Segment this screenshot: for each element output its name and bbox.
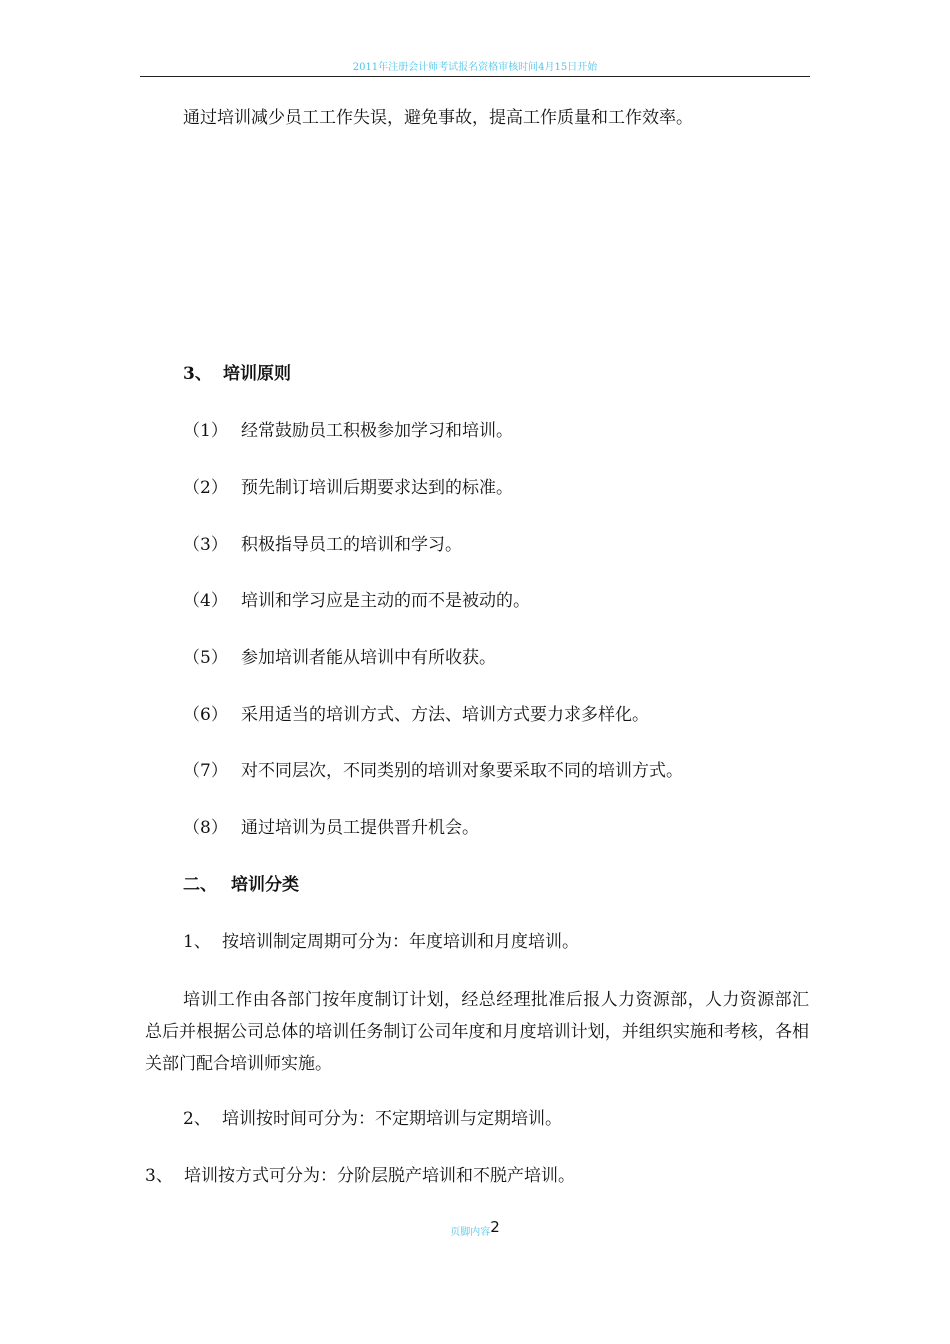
list-item-text: 参加培训者能从培训中有所收获。 [241,648,496,668]
list-item-text: 预先制订培训后期要求达到的标准。 [241,478,513,498]
page-footer [0,1218,950,1238]
item-number: 1、 [183,932,211,952]
section-title: 培训分类 [231,875,299,895]
list-item-text: 积极指导员工的培训和学习。 [241,535,462,555]
page-header-text: 2011年注册会计师考试报名资格审核时间4月15日开始 [352,62,598,73]
list-item [183,707,649,724]
numbered-item [183,934,579,951]
section-number: 二、 [183,875,217,895]
item-text: 培训按时间可分为：不定期培训与定期培训。 [222,1109,562,1129]
item-text: 培训按方式可分为：分阶层脱产培训和不脱产培训。 [184,1166,575,1186]
numbered-item [183,1111,562,1128]
list-item-number: （8） [183,818,228,838]
intro-paragraph: 通过培训减少员工工作失误，避免事故，提高工作质量和工作效率。 [183,108,693,128]
list-item-number: （5） [183,648,228,668]
section-number: 3、 [183,364,212,384]
body-paragraph: 培训工作由各部门按年度制订计划，经总经理批准后报人力资源部，人力资源部汇总后并根据公司总体的培训任务制订公司年度和月度培训计划，并组织实施和考核，各相关部门配合培训师实施。 [145,990,809,1074]
list-item-text: 对不同层次，不同类别的培训对象要采取不同的培训方式。 [241,761,683,781]
list-item-number: （2） [183,478,228,498]
item-number: 2、 [183,1109,211,1129]
list-item-text: 通过培训为员工提供晋升机会。 [241,818,479,838]
list-item-text: 经常鼓励员工积极参加学习和培训。 [241,421,513,441]
list-item-number: （3） [183,535,228,555]
list-item [183,763,683,780]
list-item-number: （6） [183,705,228,725]
list-item [183,650,496,667]
section-heading-classification [183,877,299,894]
list-item-number: （7） [183,761,228,781]
list-item-text: 采用适当的培训方式、方法、培训方式要力求多样化。 [241,705,649,725]
footer-label: 页脚内容 [450,1227,491,1238]
list-item [183,423,513,440]
list-item-text: 培训和学习应是主动的而不是被动的。 [241,591,530,611]
section-heading-principles [183,366,291,383]
list-item-number: （1） [183,421,228,441]
list-item-number: （4） [183,591,228,611]
list-item [183,537,462,554]
section-title: 培训原则 [223,364,291,384]
item-text: 按培训制定周期可分为：年度培训和月度培训。 [222,932,579,952]
numbered-item [145,1168,575,1185]
list-item [183,593,530,610]
header-divider [140,76,810,77]
list-item [183,820,479,837]
list-item [183,480,513,497]
item-number: 3、 [145,1166,173,1186]
page-number: 2 [490,1218,500,1236]
